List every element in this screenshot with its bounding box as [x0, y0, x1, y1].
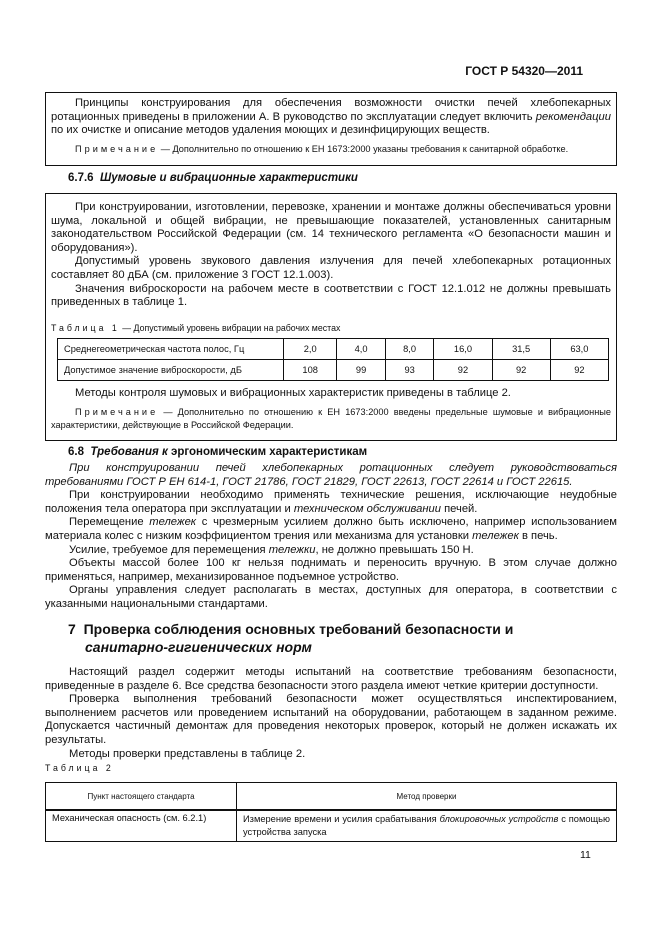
table-cell: 8,0	[385, 338, 434, 359]
text-box-cleaning	[45, 92, 617, 166]
emphasis-text: техническом обслуживании	[293, 502, 441, 515]
paragraph	[45, 516, 617, 543]
text-run: Значения виброскорости на рабочем месте в соответствии с ГОСТ 12.1.012 не должны превышать приведенных в таблице 1.	[51, 282, 611, 309]
section-number: 7	[68, 621, 76, 637]
section-heading-6-7-6	[68, 172, 358, 184]
text-run: Методы проверки представлены в таблице 2.	[69, 747, 306, 760]
text-run: Принципы конструирования для обеспечения возможности очистки печей хлебопекарных ротационных приведены в приложении А. В руководство по эксплуатации следует включить	[51, 97, 611, 123]
note-label: Примечание	[75, 143, 159, 154]
paragraph	[45, 489, 617, 516]
table-cell: 31,5	[492, 338, 550, 359]
noise-paragraphs	[51, 201, 611, 310]
text-run: Усилие, требуемое для перемещения	[69, 543, 269, 556]
table-row	[58, 359, 609, 380]
cleaning-paragraph	[51, 97, 611, 138]
paragraph	[45, 748, 617, 762]
emphasis-text: блокировочных устройств	[439, 814, 559, 824]
paragraph	[45, 544, 617, 558]
paragraph	[51, 255, 611, 282]
section-number: 6.7.6	[68, 172, 94, 184]
text-run: Объекты массой более 100 кг нельзя поднимать и переносить вручную. В этом случае должно применяться, например, механизированное подъемное устройство.	[45, 557, 617, 583]
table-row	[46, 810, 617, 842]
emphasis-text: При конструировании печей хлебопекарных ротационных следует руководствоваться требованиями ГОСТ Р ЕН 614-1, ГОСТ 21786, ГОСТ 21829, ГОСТ 22613, ГОСТ 22614 и ГОСТ 22615.	[45, 462, 617, 488]
vibration-table	[57, 338, 609, 381]
paragraph	[51, 201, 611, 255]
verification-methods-table	[45, 782, 617, 842]
text-run: Настоящий раздел содержит методы испытаний на соответствие требованиям безопасности, приведенные в разделе 6. Все средства безопасности этого раздела имеют четкие критерии доступности.	[45, 666, 617, 692]
table2-caption: Таблица 2	[45, 763, 114, 773]
paragraph	[45, 462, 617, 489]
methods-paragraph: Методы контроля шумовых и вибрационных характеристик приведены в таблице 2.	[75, 386, 511, 399]
table-cell: 4,0	[337, 338, 386, 359]
section-title: Шумовые и вибрационные характеристики	[99, 172, 358, 184]
paragraph	[45, 693, 617, 747]
note-cleaning	[51, 143, 611, 156]
page-number: 11	[580, 849, 591, 861]
verification-paragraphs	[45, 666, 617, 761]
section-title: эргономическим характеристикам	[167, 446, 368, 458]
note-text: — Дополнительно по отношению к ЕН 1673:2000 указаны требования к санитарной обработке.	[158, 143, 569, 154]
document-id: ГОСТ Р 54320—2011	[465, 64, 583, 78]
paragraph	[45, 557, 617, 584]
table-cell: 92	[492, 359, 550, 380]
emphasis-text: тележек	[472, 529, 519, 542]
table-cell: 93	[385, 359, 434, 380]
row-label: Среднегеометрическая частота полос, Гц	[58, 338, 284, 359]
note-label: Примечание	[75, 407, 159, 418]
ergonomics-paragraphs	[45, 462, 617, 612]
table-cell: 92	[434, 359, 492, 380]
text-run: При конструировании необходимо применять технические решения, исключающие неудобные положения тела оператора при эксплуатации и	[45, 489, 617, 515]
column-header-method: Метод проверки	[237, 783, 617, 811]
emphasis-text: тележек	[149, 516, 197, 529]
text-run: , не должно превышать 150 Н.	[315, 543, 474, 556]
text-run: с чрезмерным усилием должно быть исключено, например использованием материала колес с низким коэффициентом трения или механизма для установки	[45, 516, 617, 542]
text-run: в печь.	[518, 529, 558, 542]
section-heading-6-8	[68, 446, 367, 458]
table-cell: 63,0	[550, 338, 608, 359]
table-caption-label: Таблица 1	[51, 322, 120, 333]
clause-cell: Механическая опасность (см. 6.2.1)	[46, 810, 237, 842]
text-run: печей.	[440, 502, 478, 515]
text-run: с помощью устройства запуска	[243, 814, 610, 837]
section-title-italic: Требования к	[90, 446, 168, 458]
table-cell: 108	[284, 359, 337, 380]
table-cell: 2,0	[284, 338, 337, 359]
text-run: по их очистке и описание методов удаления моющих и дезинфицирующих веществ.	[51, 124, 490, 137]
paragraph	[45, 584, 617, 611]
text-run: Перемещение	[69, 516, 150, 529]
table1-caption	[51, 323, 611, 333]
section-title-line1: Проверка соблюдения основных требований безопасности и	[83, 621, 514, 637]
emphasis-text: тележки	[268, 543, 316, 556]
text-run: Органы управления следует располагать в местах, доступных для оператора, в соответствии с указанными национальными стандартами.	[45, 584, 617, 610]
paragraph	[51, 283, 611, 310]
table-cell: 99	[337, 359, 386, 380]
section-heading-7	[68, 620, 513, 656]
column-header-clause: Пункт настоящего стандарта	[46, 783, 237, 811]
text-run: При конструировании, изготовлении, перевозке, хранении и монтаже должны обеспечиваться уровни шума, локальной и общей вибрации, не превышающие показателей, установленных санитарным законодательством Российской Федерации (см. 14 технического регламента «О безопасности машин и оборудования»).	[51, 201, 611, 254]
emphasis-text: рекомендации	[535, 110, 611, 123]
table-cell: 92	[550, 359, 608, 380]
section-number: 6.8	[68, 446, 84, 458]
text-box-noise	[45, 193, 617, 441]
note-noise	[51, 406, 611, 432]
table-row	[58, 338, 609, 359]
text-run: Проверка выполнения требований безопасности может осуществляться инспектированием, выполнением расчетов или проведением испытаний на оборудовании, работающем в заданном режиме. Допускается частичный демонтаж для проведения некоторых проверок, который не должен искажать их результаты.	[45, 693, 617, 746]
note-text: — Дополнительно по отношению к ЕН 1673:2000 введены предельные шумовые и вибрационные характеристики, действующие в Российской Федерации.	[51, 407, 611, 431]
row-label: Допустимое значение виброскорости, дБ	[58, 359, 284, 380]
table-cell: 16,0	[434, 338, 492, 359]
text-run: Допустимый уровень звукового давления излучения для печей хлебопекарных ротационных составляет 80 дБА (см. приложение 3 ГОСТ 12.1.003).	[51, 255, 611, 281]
paragraph	[45, 666, 617, 693]
method-cell	[237, 810, 617, 842]
table-caption-text: — Допустимый уровень вибрации на рабочих местах	[119, 322, 341, 333]
section-title-line2: санитарно-гигиенических норм	[85, 639, 312, 655]
table-header-row	[46, 783, 617, 811]
text-run: Измерение времени и усилия срабатывания	[243, 814, 440, 824]
